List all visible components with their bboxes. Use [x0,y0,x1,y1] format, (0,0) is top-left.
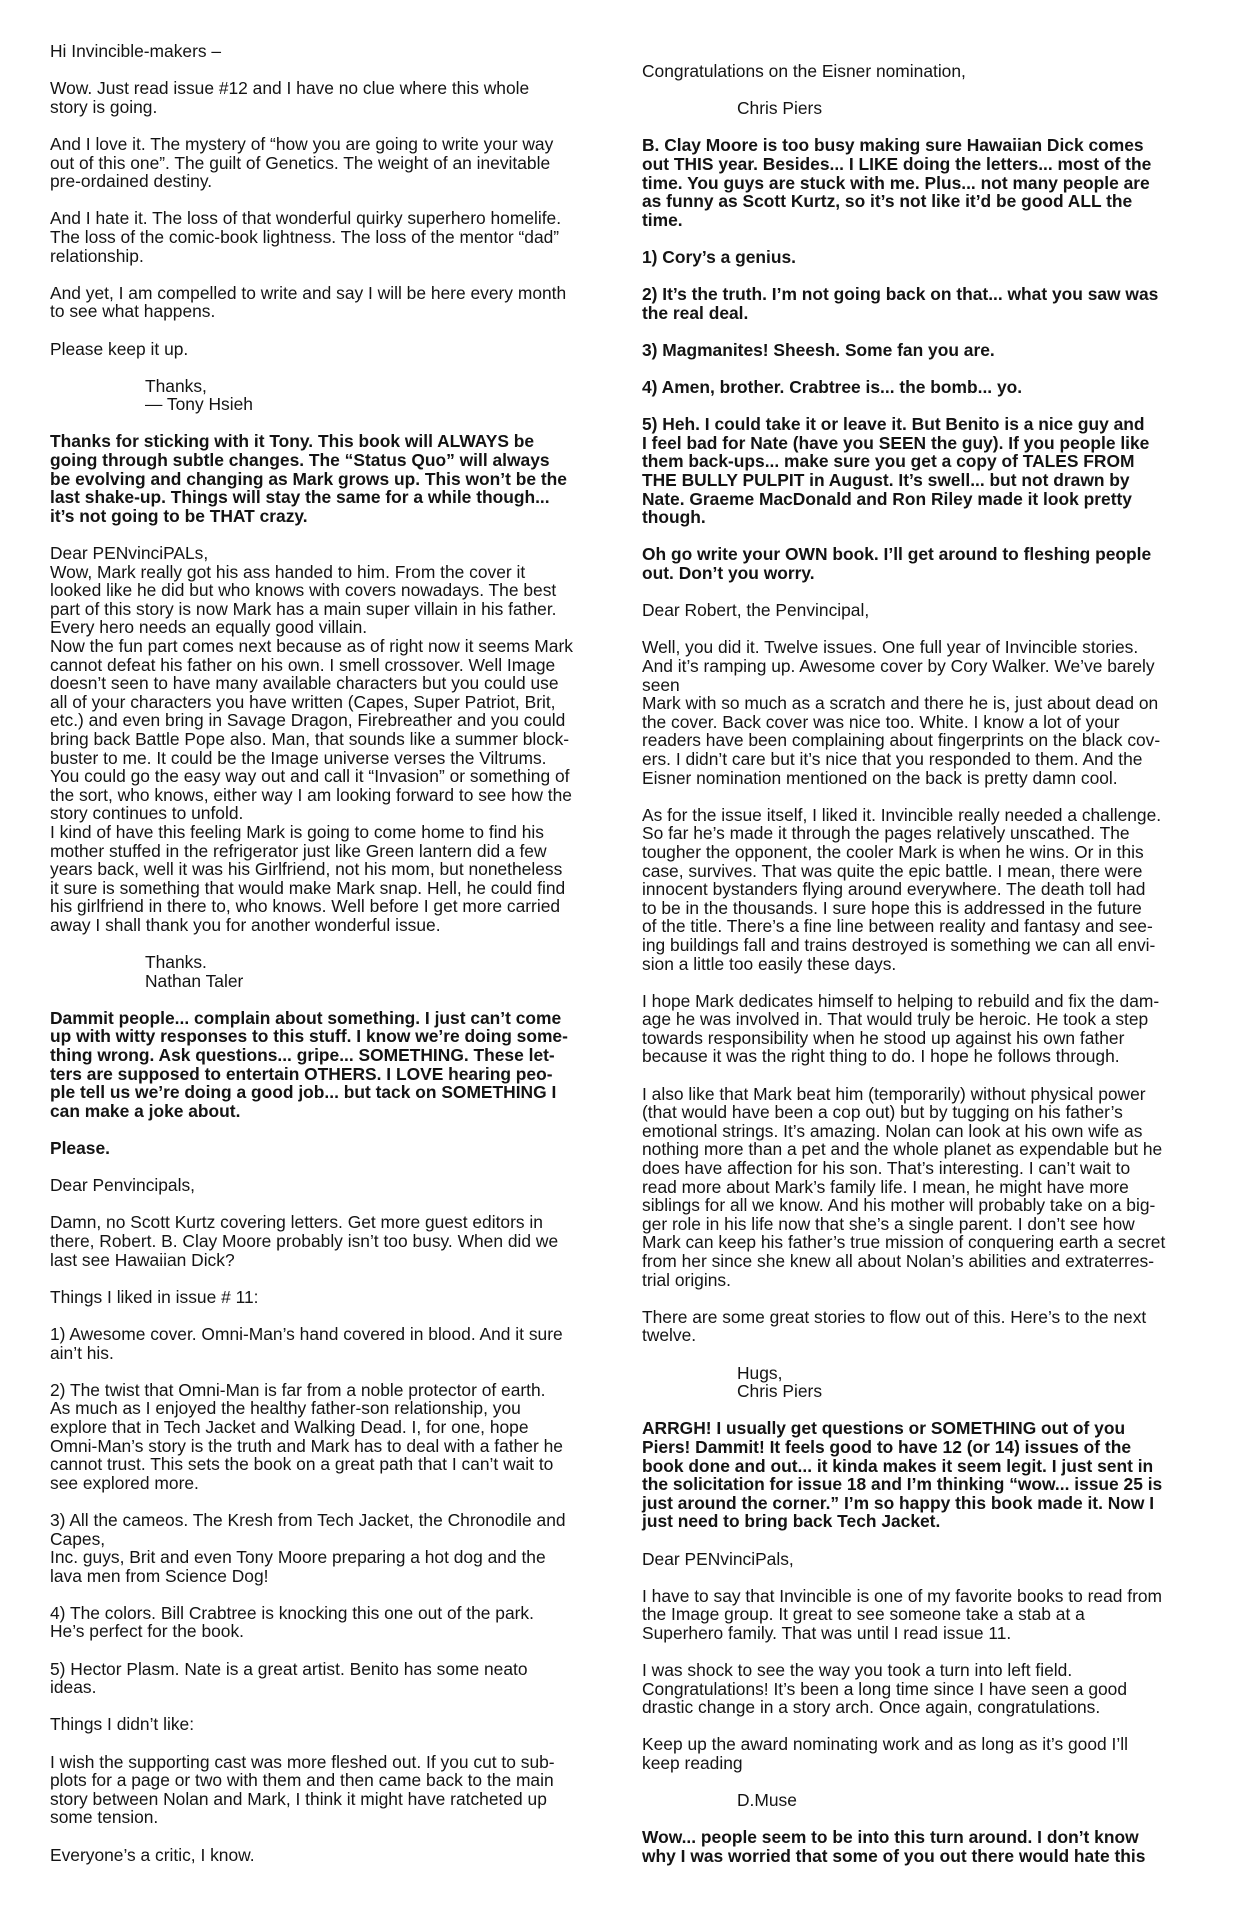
left-column [50,42,620,1883]
letter-paragraph: I hope Mark dedicates himself to helping to rebuild and fix the dam- age he was involved in. That would truly be heroic. He took a step towards responsibility when he stood up against his own father because it was the right thing to do. I hope he follows through. [642,990,1160,1067]
letter-paragraph: 4) The colors. Bill Crabtree is knocking this one out of the park. He’s perfect for the book. [50,1602,534,1642]
letter-paragraph: Things I liked in issue # 11: [50,1286,259,1307]
letter-paragraph: And I love it. The mystery of “how you are going to write your way out of this one”. The guilt of Genetics. The weight of an inevitable pre-ordained destiny. [50,133,554,192]
letter-paragraph: As for the issue itself, I liked it. Invincible really needed a challenge. So far he’s made it through the pages relatively unscathed. The tougher the opponent, the cooler Mark is when he wins. Or in this case, survives. That was quite the epic battle. I mean, there were innocent bystanders flying around everywhere. The death toll had to be in the thousands. I sure hope this is addressed in the future of the title. There’s a fine line between reality and fantasy and see- ing buildings fall and trains destroyed is something we can all envi- sion a little too easily these days. [642,804,1162,974]
letter-paragraph: I have to say that Invincible is one of my favorite books to read from the Image group. It great to see someone take a stab at a Superhero family. That was until I read issue 11. [642,1585,1163,1643]
letter-signature: Chris Piers [737,98,823,119]
letter-paragraph: 1) Awesome cover. Omni-Man’s hand covered in blood. And it sure ain’t his. [50,1323,563,1363]
right-column [642,62,1208,1884]
letter-paragraph: Dear Penvincipals, [50,1175,195,1196]
letter-paragraph: I was shock to see the way you took a turn into left field. Congratulations! It’s been a long time since I have seen a good drastic change in a story arch. Once again, congratulations. [642,1660,1128,1718]
letter-paragraph: Dear Robert, the Penvincipal, [642,600,870,621]
letter-paragraph: Well, you did it. Twelve issues. One full year of Invincible stories. And it’s ramping up. Awesome cover by Cory Walker. We’ve barely seen Mark with so much as a scratch and there he is, just about dead on the cover. Back cover was nice too. White. I know a lot of your readers have been complaining about fingerprints on the black cov- ers. I didn’t care but it’s nice that you responded to them. And the Eisner nomination mentioned on the back is pretty damn cool. [642,637,1161,788]
letter-signature: Thanks, — Tony Hsieh [145,375,253,415]
editor-response: 5) Heh. I could take it or leave it. But Benito is a nice guy and I feel bad for Nate (have you SEEN the guy). If you people like them back-ups... make sure you get a copy of TALES FROM THE BULLY PULPIT in August. It’s swell... but not drawn by Nate. Graeme MacDonald and Ron Riley made it look pretty though. [642,414,1150,528]
letter-paragraph: I wish the supporting cast was more fleshed out. If you cut to sub- plots for a page or two with them and then came back to the main story between Nolan and Mark, I think it might have ratcheted up some tension. [50,1751,555,1828]
editor-response: Thanks for sticking with it Tony. This book will ALWAYS be going through subtle changes. The “Status Quo” will always be evolving and changing as Mark grows up. This won’t be the last shake-up. Things will stay the same for a while though... it’s not going to be THAT crazy. [50,431,567,526]
editor-response: 1) Cory’s a genius. [642,246,796,267]
letter-paragraph: I also like that Mark beat him (temporarily) without physical power (that would have been a cop out) but by tugging on his father’s emotional strings. It’s amazing. Nolan can look at his own wife as nothing more than a pet and the whole planet as expendable but he does have affection for his son. That’s interesting. I can’t wait to read more about Mark’s family life. I mean, he might have more siblings for all we know. And his mother will probably take on a big- ger role in his life now that she’s a single parent. I don’t see how Mark can keep his father’s true mission of conquering earth a secret from her since she knew all about Nolan’s abilities and extraterres- trial origins. [642,1083,1166,1290]
letter-paragraph: Dear PENvinciPals, [642,1548,794,1569]
letter-paragraph: 3) All the cameos. The Kresh from Tech Jacket, the Chronodile and Capes, Inc. guys, Brit and even Tony Moore preparing a hot dog and the lava men from Science Dog! [50,1509,566,1586]
letter-paragraph: There are some great stories to flow out of this. Here’s to the next twelve. [642,1306,1147,1346]
letter-paragraph: Everyone’s a critic, I know. [50,1844,255,1865]
letter-signature: D.Muse [737,1790,797,1811]
letter-paragraph: Please keep it up. [50,338,189,359]
letter-paragraph: Dear PENvinciPALs, Wow, Mark really got his ass handed to him. From the cover it looked like he did but who knows with covers nowadays. The best part of this story is now Mark has a main super villain in his father. Every hero needs an equally good villain. Now the fun part comes next because as of right now it seems Mark cannot defeat his father on his own. I smell crossover. Well Image doesn’t seen to have many available characters but you could use all of your characters you have written (Capes, Super Patriot, Brit, etc.) and even bring in Savage Dragon, Firebreather and you could bring back Battle Pope also. Man, that sounds like a summer block- buster to me. It could be the Image universe verses the Viltrums. You could go the easy way out and call it “Invasion” or something of the sort, who knows, either way I am looking forward to see how the story continues to unfold. I kind of have this feeling Mark is going to come home to find his mother stuffed in the refrigerator just like Green lantern did a few years back, well it was his Girlfriend, not his mom, but nonetheless it sure is something that would make Mark snap. Hell, he could find his girlfriend in there to, who knows. Well before I get more carried away I shall thank you for another wonderful issue. [50,543,573,935]
letter-paragraph: Things I didn’t like: [50,1714,195,1735]
letter-paragraph: Keep up the award nominating work and as long as it’s good I’ll keep reading [642,1734,1128,1774]
letter-paragraph: Damn, no Scott Kurtz covering letters. Get more guest editors in there, Robert. B. Clay Moore probably isn’t too busy. When did we last see Hawaiian Dick? [50,1212,559,1270]
editor-response: B. Clay Moore is too busy making sure Hawaiian Dick comes out THIS year. Besides... I LIKE doing the letters... most of the time. You guys are stuck with me. Plus... not many people are as funny as Scott Kurtz, so it’s not like it’d be good ALL the time. [642,135,1152,230]
letter-paragraph: 2) The twist that Omni-Man is far from a noble protector of earth. As much as I enjoyed the healthy father-son relationship, you explore that in Tech Jacket and Walking Dead. I, for one, hope Omni-Man’s story is the truth and Mark has to deal with a father he cannot trust. This sets the book on a great path that I can’t wait to see explored more. [50,1379,563,1493]
editor-response: Wow... people seem to be into this turn around. I don’t know why I was worried that some of you out there would hate this [642,1827,1146,1866]
letter-signature: Hugs, Chris Piers [737,1362,823,1402]
editor-response: 4) Amen, brother. Crabtree is... the bomb... yo. [642,377,1023,398]
editor-response: 3) Magmanites! Sheesh. Some fan you are. [642,339,995,360]
letter-signature: Thanks. Nathan Taler [145,952,244,991]
letter-paragraph: Congratulations on the Eisner nomination, [642,61,966,81]
editor-response: 2) It’s the truth. I’m not going back on that... what you saw was the real deal. [642,284,1159,323]
letter-paragraph: Wow. Just read issue #12 and I have no clue where this whole story is going. [50,78,530,117]
letter-paragraph: And yet, I am compelled to write and say I will be here every month to see what happens. [50,282,567,322]
editor-response: Please. [50,1138,110,1159]
letter-paragraph: 5) Hector Plasm. Nate is a great artist. Benito has some neato ideas. [50,1658,528,1698]
letter-paragraph: And I hate it. The loss of that wonderful quirky superhero homelife. The loss of the comic-book lightness. The loss of the mentor “dad” relationship. [50,208,562,266]
editor-response: Oh go write your OWN book. I’ll get around to fleshing people out. Don’t you worry. [642,544,1152,584]
letter-paragraph: Hi Invincible-makers – [50,41,222,61]
editor-response: Dammit people... complain about something. I just can’t come up with witty responses to this stuff. I know we’re doing some- thing wrong. Ask questions... gripe... SOMETHING. These let- ters are supposed to entertain OTHERS. I LOVE hearing peo- ple tell us we’re doing a good job... but tack on SOMETHING I can make a joke about. [50,1007,568,1121]
editor-response: ARRGH! I usually get questions or SOMETHING out of you Piers! Dammit! It feels good to have 12 (or 14) issues of the book done and out... it kinda makes it seem legit. I just sent in the solicitation for issue 18 and I’m thinking “wow... issue 25 is just around the corner.” I’m so happy this book made it. Now I just need to bring back Tech Jacket. [642,1418,1163,1532]
